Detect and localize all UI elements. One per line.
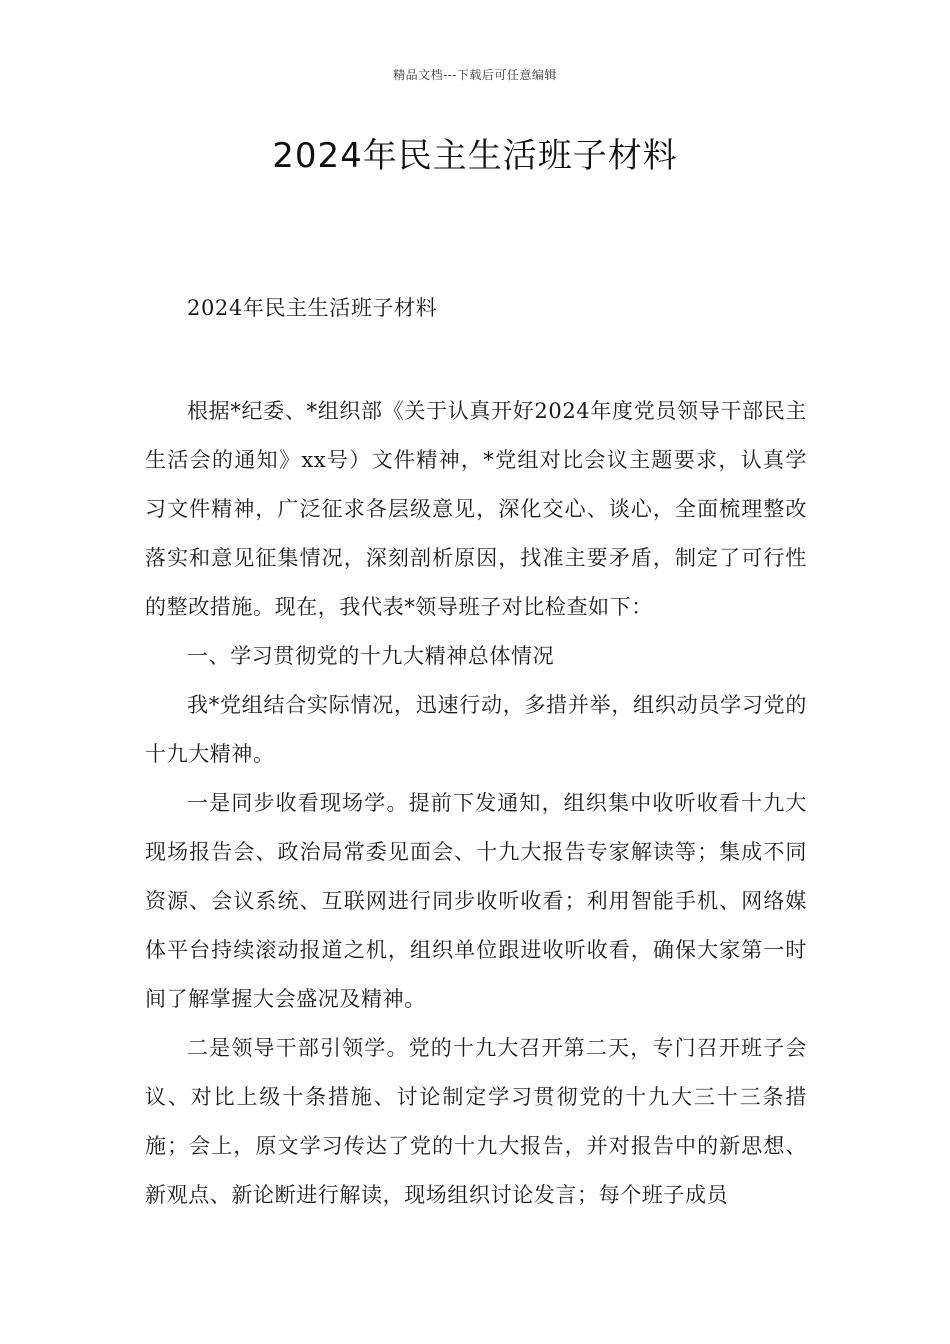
header-note: 精品文档---下载后可任意编辑 bbox=[393, 68, 557, 82]
paragraph-point-1: 一是同步收看现场学。提前下发通知，组织集中收听收看十九大现场报告会、政治局常委见面会、十九大报告专家解读等；集成不同资源、会议系统、互联网进行同步收听收看；利用智能手机、网络媒体平台持续滚动报道之机，组织单位跟进收听收看，确保大家第一时间了解掌握大会盛况及精神。 bbox=[145, 791, 807, 1011]
document-subtitle: 2024年民主生活班子材料 bbox=[187, 296, 438, 320]
paragraph-overview: 我*党组结合实际情况，迅速行动，多措并举，组织动员学习党的十九大精神。 bbox=[145, 693, 807, 766]
section-heading-1: 一、学习贯彻党的十九大精神总体情况 bbox=[187, 644, 555, 668]
document-title: 2024年民主生活班子材料 bbox=[272, 136, 678, 176]
paragraph-intro: 根据*纪委、*组织部《关于认真开好2024年度党员领导干部民主生活会的通知》xx号）文件精神，*党组对比会议主题要求，认真学习文件精神，广泛征求各层级意见，深化交心、谈心，全面梳理整改落实和意见征集情况，深刻剖析原因，找准主要矛盾，制定了可行性的整改措施。现在，我代表*领导班子对比检查如下： bbox=[145, 399, 807, 619]
document-body bbox=[145, 284, 807, 1220]
spacer bbox=[145, 333, 807, 387]
paragraph-point-2: 二是领导干部引领学。党的十九大召开第二天，专门召开班子会议、对比上级十条措施、讨论制定学习贯彻党的十九大三十三条措施；会上，原文学习传达了党的十九大报告，并对报告中的新思想、新观点、新论断进行解读，现场组织讨论发言；每个班子成员 bbox=[145, 1036, 807, 1207]
